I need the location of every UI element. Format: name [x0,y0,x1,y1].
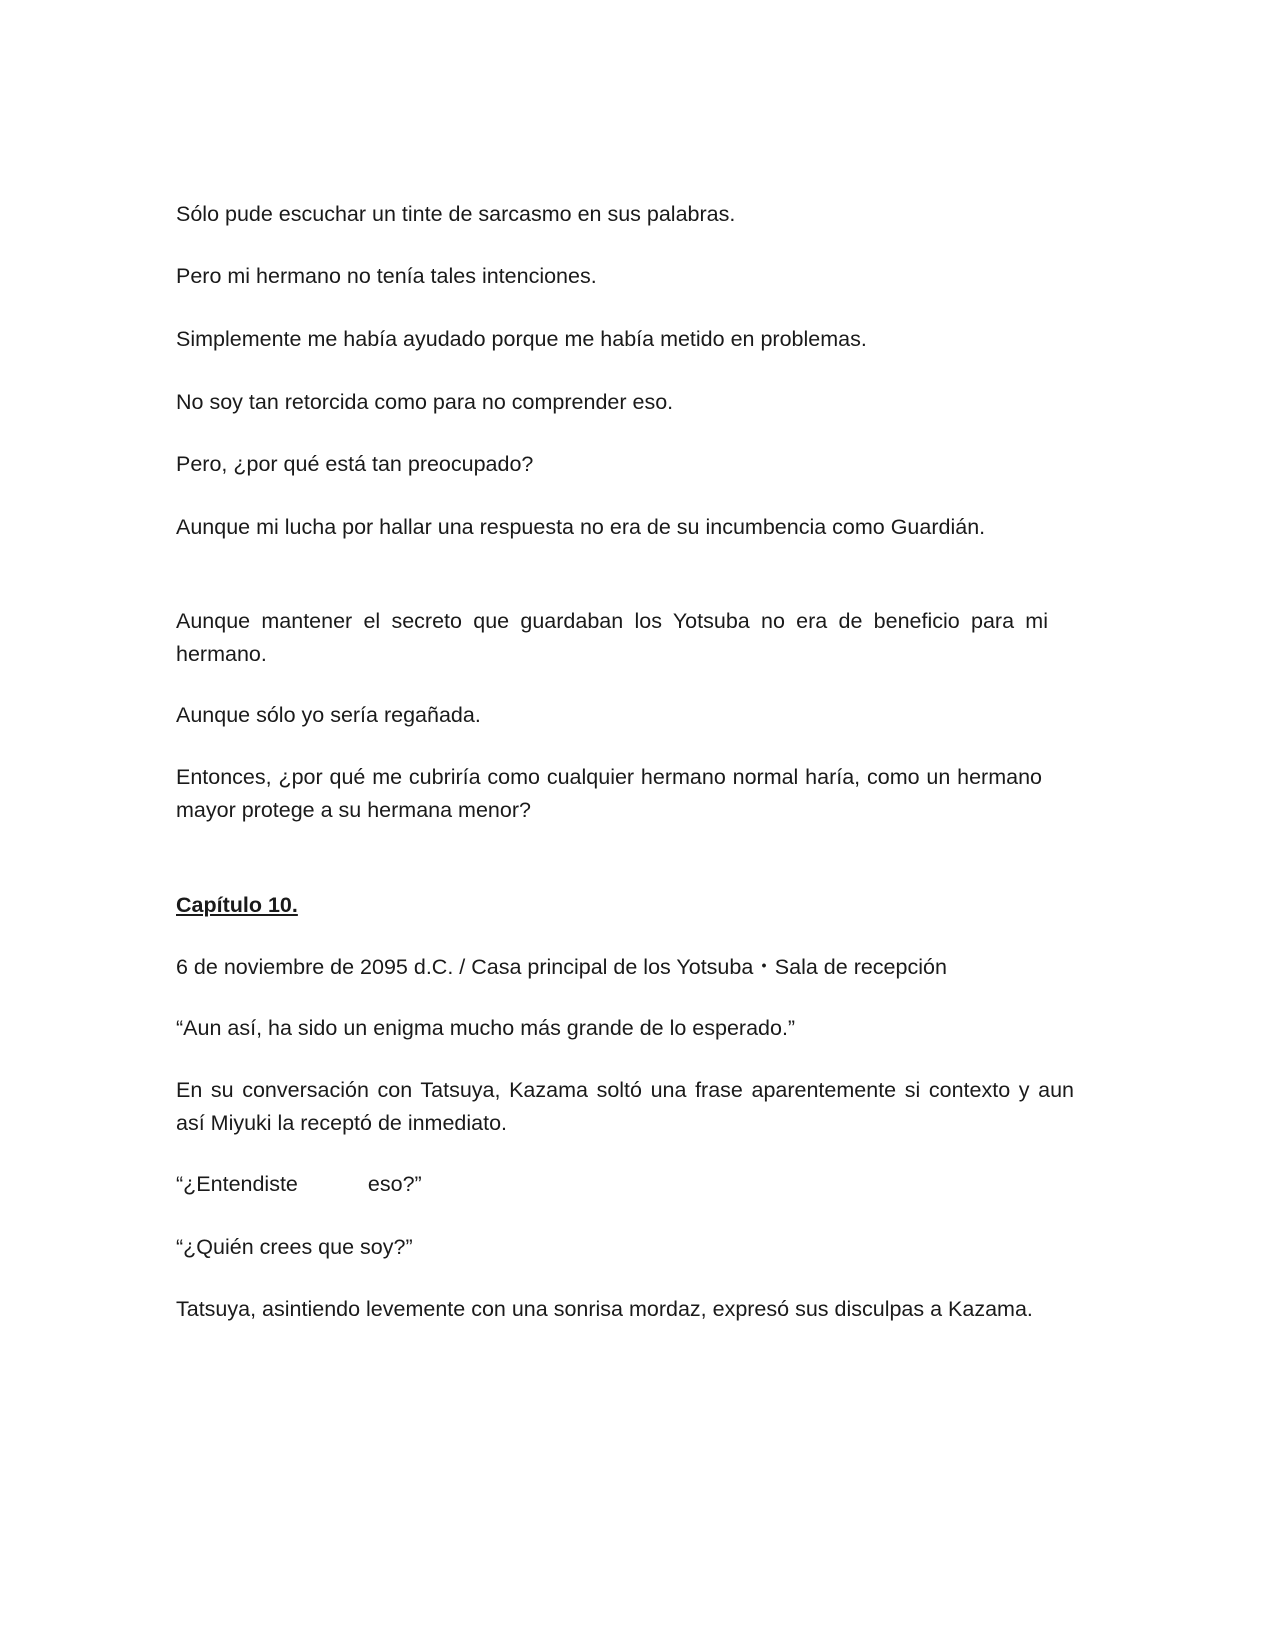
paragraph: “Aun así, ha sido un enigma mucho más grande de lo esperado.” [176,1016,796,1040]
paragraph: Aunque mantener el secreto que guardaban los Yotsuba no era de beneficio para mi hermano. [176,609,1048,666]
location-line: 6 de noviembre de 2095 d.C. / Casa principal de los Yotsuba・Sala de recepción [176,955,947,979]
paragraph: Simplemente me había ayudado porque me había metido en problemas. [176,327,867,351]
dialogue-part: eso?” [367,1172,422,1196]
paragraph: No soy tan retorcida como para no comprender eso. [176,390,674,414]
chapter-heading: Capítulo 10. [176,893,298,917]
dialogue-line: “¿Quién crees que soy?” [176,1235,413,1259]
paragraph: Entonces, ¿por qué me cubriría como cualquier hermano normal haría, como un hermano mayor protege a su hermana menor? [176,765,1042,822]
dialogue-line [176,1168,422,1201]
paragraph: Aunque mi lucha por hallar una respuesta no era de su incumbencia como Guardián. [176,515,986,539]
dialogue-part: “¿Entendiste [176,1172,298,1196]
paragraph: En su conversación con Tatsuya, Kazama soltó una frase aparentemente si contexto y aun así Miyuki la receptó de inmediato. [176,1078,1074,1135]
paragraph: Aunque sólo yo sería regañada. [176,703,481,727]
paragraph: Pero, ¿por qué está tan preocupado? [176,452,534,476]
paragraph: Sólo pude escuchar un tinte de sarcasmo en sus palabras. [176,202,736,226]
paragraph: Pero mi hermano no tenía tales intenciones. [176,264,597,288]
paragraph: Tatsuya, asintiendo levemente con una sonrisa mordaz, expresó sus disculpas a Kazama. [176,1297,1033,1321]
